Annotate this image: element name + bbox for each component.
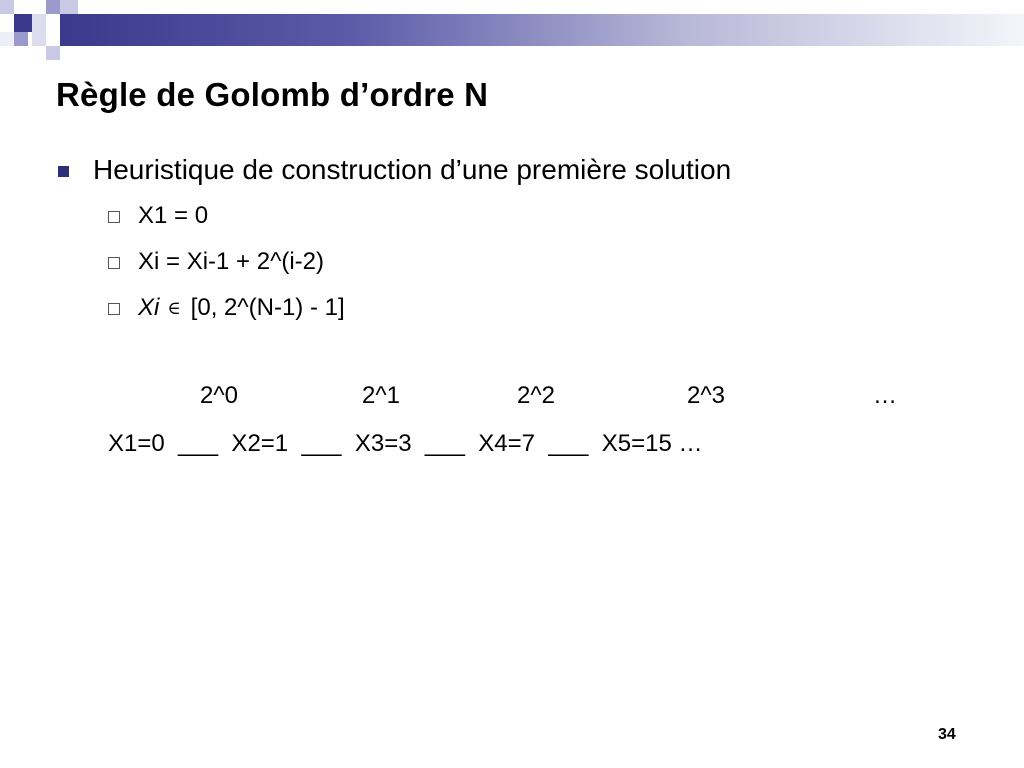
deco-square bbox=[46, 46, 60, 60]
page-number: 34 bbox=[938, 726, 956, 743]
sub-item bbox=[108, 202, 208, 230]
sub-item bbox=[108, 248, 324, 276]
power-label: 2^0 bbox=[200, 382, 238, 409]
sub-item-text: Xi = Xi-1 + 2^(i-2) bbox=[138, 248, 324, 275]
deco-square bbox=[60, 0, 78, 14]
sub-item-text: X1 = 0 bbox=[138, 202, 209, 229]
deco-square bbox=[0, 0, 14, 14]
deco-square bbox=[14, 32, 28, 46]
sub-item bbox=[108, 294, 345, 322]
header-gradient-bar bbox=[60, 14, 1024, 46]
deco-square bbox=[32, 28, 46, 46]
power-ellipsis: … bbox=[873, 382, 897, 409]
hollow-square-bullet-icon bbox=[108, 211, 120, 223]
deco-square bbox=[14, 14, 32, 32]
deco-square bbox=[46, 0, 60, 14]
deco-square bbox=[0, 32, 14, 46]
element-of-symbol: ∈ bbox=[167, 297, 181, 319]
main-bullet-text: Heuristique de construction d’une première solution bbox=[93, 154, 732, 185]
hollow-square-bullet-icon bbox=[108, 257, 120, 269]
power-label: 2^2 bbox=[517, 382, 555, 409]
main-bullet bbox=[58, 154, 731, 186]
hollow-square-bullet-icon bbox=[108, 303, 120, 315]
sequence-line: X1=0 ___ X2=1 ___ X3=3 ___ X4=7 ___ X5=15 … bbox=[108, 430, 703, 457]
power-label: 2^1 bbox=[362, 382, 400, 409]
square-bullet-icon bbox=[58, 166, 69, 177]
power-label: 2^3 bbox=[687, 382, 725, 409]
sub-item-variable: Xi bbox=[138, 294, 160, 321]
sub-item-range: [0, 2^(N-1) - 1] bbox=[190, 294, 345, 321]
slide-title: Règle de Golomb d’ordre N bbox=[56, 76, 489, 113]
deco-square bbox=[32, 14, 46, 28]
